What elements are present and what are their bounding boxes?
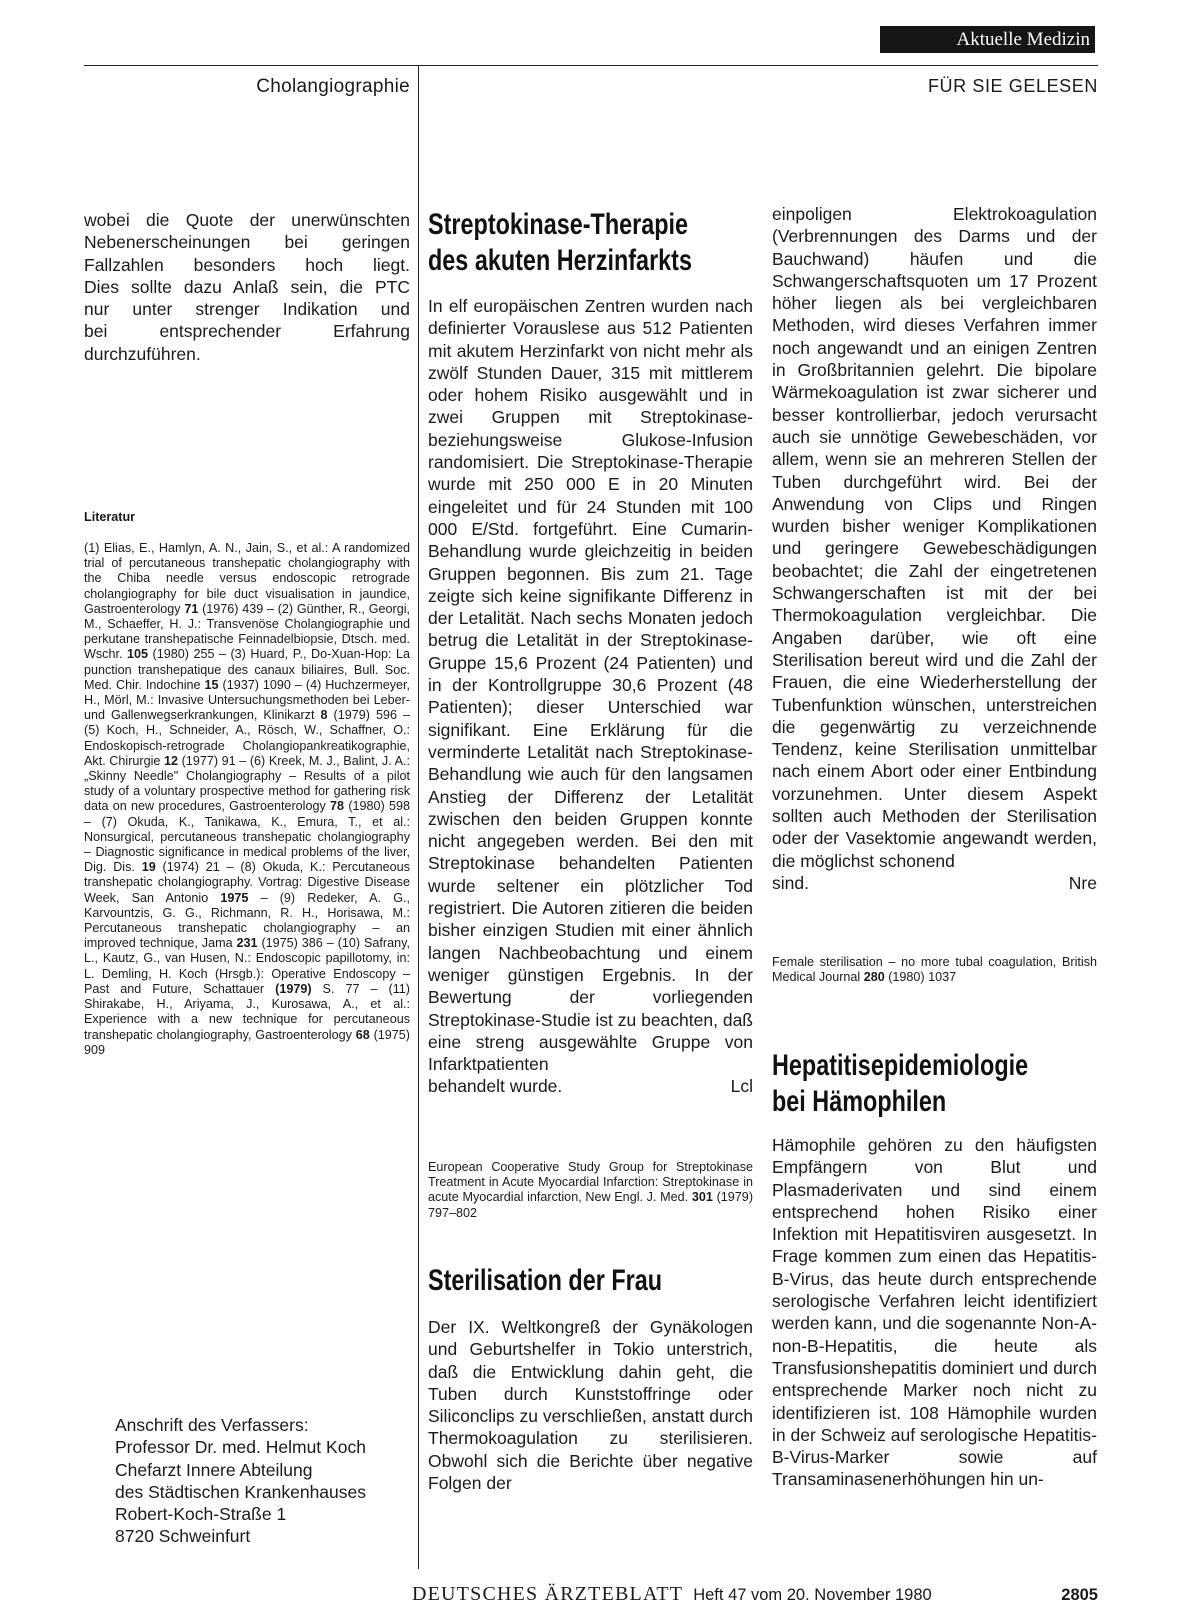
ref-volume: 19 (141, 860, 156, 875)
left-running-head: Cholangiographie (256, 76, 410, 97)
ref-text: (1980) 598 – (7) Okuda, K., Tanikawa, K., Emura, T., et al.: Nonsurgical, percutaneous transhepatic cholangiography – Diagnostic significance in medical problems of the liver, Dig. Dis. (84, 799, 410, 875)
ref-text: (1) Elias, E., Hamlyn, A. N., Jain, S., et al.: A randomized trial of percutaneous transhepatic cholangiography with the Chiba needle versus endoscopic retrograde cholangiography for bile duct visualisation in jaundice, Gastroenterology (84, 541, 410, 616)
ref-volume: 15 (204, 677, 219, 692)
ref-volume: 1975 (220, 890, 249, 905)
ref-volume: 71 (184, 601, 199, 616)
article-last-text: sind. (772, 872, 809, 893)
article-title-line: Streptokinase-Therapie (428, 208, 689, 241)
ref-text: (1976) 439 – (2) Günther, R., Georgi, M., Schaeffer, H. J.: Transvenöse Cholangiographie und perkutane transhepatische Feinnadelbiopsie, Dtsch. med. Wschr. (84, 601, 410, 662)
article1-body (428, 295, 753, 1098)
ref-text: – (9) Redeker, A. G., Karvountzis, G. G., Richmann, R. H., Horisawa, M.: Percutaneous transhepatic cholangiography – an improved technique, Jama (84, 890, 411, 951)
ref-volume: 301 (691, 1190, 713, 1205)
ref-text: (1980) 255 – (3) Huard, P., Do-Xuan-Hop: La punction transhepatique des canaux biliaires, Bull. Soc. Med. Chir. Indochine (84, 647, 410, 692)
page-number: 2805 (1061, 1586, 1098, 1604)
journal-name: DEUTSCHES ÄRZTEBLATT (412, 1583, 684, 1605)
ref-volume: 8 (320, 708, 328, 723)
text-line: Dies sollte dazu Anlaß sein, die PTC (84, 276, 410, 297)
author-address (115, 1414, 415, 1548)
address-line: 8720 Schweinfurt (115, 1526, 251, 1547)
article-paragraph: einpoligen Elektrokoagulation (Verbrennungen des Darms und der Bauchwand) häufen und die Schwangerschaftsquoten um 17 Prozent höher liegen als bei vergleichbaren Methoden, wird dieses Verfahren immer noch angewandt und an einigen Zentren in Großbritannien gelehrt. Die bipolare Wärmekoagulation ist zwar sicherer und besser kontrollierbar, jedoch verursacht auch sie unnötige Gewebeschäden, vor allem, wenn sie an mehreren Stellen der Tuben durchgeführt wird. Bei der Anwendung von Clips und Ringen wurden bisher weniger Komplikationen und geringere Gewebeschädigungen beobachtet; die Zahl der eingetretenen Schwangerschaften ist mit der bei Thermokoagulation vergleichbar. Die Angaben darüber, wie oft eine Sterilisation bereut wird und die Zahl der Frauen, die eine Wiederherstellung der Tubenfunktion wünschen, unterstreichen die gegenwärtig zu verzeichnende Tendenz, keine Sterilisation unmittelbar nach einem Abort oder einer Entbindung vorzunehmen. Unter diesem Aspekt sollten auch Methoden der Sterilisation oder der Vasektomie angewandt werden, die möglichst schonend (772, 204, 1097, 871)
article3-body (772, 1134, 1097, 1491)
ref-volume: 105 (127, 647, 149, 662)
address-line: des Städtischen Krankenhauses (115, 1481, 366, 1502)
article-end-line (428, 1075, 753, 1097)
ref-text: (1979) 596 – (5) Koch, H., Schneider, A., Rösch, W., Schaffner, O.: Endoskopisch-retrograde Cholangiopankreatikographie, Akt. Chirurgie (84, 708, 410, 768)
ref-volume: 280 (863, 970, 885, 985)
text-line: durchzuführen. (84, 343, 201, 364)
ref-text: (1977) 91 – (6) Kreek, M. J., Balint, J. A.: „Skinny Needle" Cholangiography – Results of a pilot study of a voluntary prospective method for gathering risk data on new procedures, Gastroenterology (84, 753, 410, 814)
article2-body-continued (772, 203, 1097, 894)
ref-volume: 12 (164, 753, 179, 768)
ref-volume: 68 (355, 1027, 370, 1042)
section-tag: Aktuelle Medizin (880, 26, 1095, 53)
ref-text: (1975) 386 – (10) Safrany, L., Kautz, G., van Husen, N.: Endoscopic papillotomy, in: L. Demling, H. Koch (Hrsgb.): Operative Endoscopy – Past and Future, Schattauer (84, 936, 410, 996)
article-title-line: des akuten Herzinfarkts (428, 244, 692, 277)
literature-title: Literatur (84, 510, 136, 524)
article-title-line: Hepatitisepidemiologie (772, 1049, 1029, 1082)
article1-title (428, 207, 753, 279)
ref-text: Female sterilisation – no more tubal coagulation, British Medical Journal (772, 955, 1097, 985)
article-end-line (772, 872, 1097, 894)
text-line: nur unter strenger Indikation und (84, 299, 410, 320)
ref-text: S. 77 – (11) Shirakabe, H., Ariyama, J., Kurosawa, A., et al.: Experience with a new technique for percutaneous transhepatic cholangiography, Gastroenterology (84, 981, 411, 1042)
ref-volume: 231 (236, 936, 258, 951)
ref-text: (1980) 1037 (884, 970, 957, 985)
author-signature: Lcl (730, 1076, 753, 1097)
header-rule (84, 65, 1098, 66)
article-paragraph: In elf europäischen Zentren wurden nach definierter Vorauslese aus 512 Patienten mit akutem Herzinfarkt von nicht mehr als zwölf Stunden Dauer, 315 mit mittlerem oder hohem Risiko ausgewählt und in zwei Gruppen mit Streptokinase- beziehungsweise Glukose-Infusion randomisiert. Die Streptokinase-Therapie wurde mit 250 000 E in 20 Minuten eingeleitet und für 24 Stunden mit 100 000 E/Std. fortgeführt. Eine Cumarin-Behandlung wurde gleichzeitig in beiden Gruppen begonnen. Bis zum 21. Tage zeigte sich keine signifikante Differenz in der Letalität. Nach sechs Monaten jedoch betrug die Letalität in der Streptokinase-Gruppe 15,6 Prozent (24 Patienten) und in der Kontrollgruppe 30,6 Prozent (48 Patienten); dieser Unterschied war signifikant. Eine Erklärung für die verminderte Letalität nach Streptokinase-Behandlung wie auch für den langsamen Anstieg der Differenz der Letalität zwischen den beiden Gruppen konnte nicht angegeben werden. Bei den mit Streptokinase behandelten Patienten wurde seltener ein plötzlicher Tod registriert. Die Autoren zitieren die beiden bisher einzigen Studien mit einer ähnlich langen Nachbeobachtung und einem weniger günstigen Ergebnis. In der Bewertung der vorliegenden Streptokinase-Studie ist zu beachten, daß eine streng ausgewählte Gruppe von Infarktpatienten (428, 296, 753, 1075)
literature-list (84, 541, 410, 1058)
page-footer (412, 1583, 1098, 1606)
ref-text: (1979) 797–802 (428, 1190, 754, 1220)
ref-volume: (1979) (275, 981, 312, 996)
article-last-text: behandelt wurde. (428, 1076, 563, 1097)
article-title-line: Sterilisation der Frau (428, 1264, 663, 1297)
article3-title (772, 1048, 1097, 1120)
address-line: Professor Dr. med. Helmut Koch (115, 1437, 366, 1458)
right-running-head: FÜR SIE GELESEN (927, 76, 1098, 96)
issue-info: Heft 47 vom 20. November 1980 (693, 1586, 932, 1604)
author-signature: Nre (1068, 872, 1097, 893)
address-line: Chefarzt Innere Abteilung (115, 1459, 313, 1480)
article2-body (428, 1316, 753, 1494)
ref-text: (1974) 21 – (8) Okuda, K.: Percutaneous transhepatic cholangiography. Vortrag: Digestive Disease Week, San Antonio (84, 860, 410, 905)
ref-text: (1937) 1090 – (4) Huchzermeyer, H., Mörl, M.: Invasive Untersuchungsmethoden bei Leber- und Gallenwegserkrankungen, Klinikarzt (84, 677, 410, 723)
text-line: Fallzahlen besonders hoch liegt. (84, 254, 410, 275)
article2-title (428, 1263, 753, 1299)
article-paragraph: Hämophile gehören zu den häufigsten Empfängern von Blut und Plasmaderivaten und sind einem entsprechend hohen Risiko einer Infektion mit Hepatitisviren ausgesetzt. In Frage kommen zum einen das Hepatitis-B-Virus, das heute durch entsprechende serologische Verfahren leicht identifiziert werden kann, und die sogenannte Non-A-non-B-Hepatitis, die heute als Transfusionshepatitis dominiert und durch entsprechende Marker noch nicht zu identifizieren ist. 108 Hämophile wurden in der Schweiz auf serologische Hepatitis-B-Virus-Marker sowie auf Transaminasenerhöhungen hin un- (772, 1135, 1097, 1490)
article-paragraph: Der IX. Weltkongreß der Gynäkologen und Geburtshelfer in Tokio unterstrich, daß die Entwicklung dahin geht, die Tuben durch Kunststoffringe oder Siliconclips zu verschließen, anstatt durch Thermokoagulation zu sterilisieren. Obwohl sich die Berichte über negative Folgen der (428, 1317, 753, 1494)
article-title-line: bei Hämophilen (772, 1085, 947, 1118)
col1-continuation-text (84, 209, 410, 365)
ref-text: (1975) 909 (84, 1027, 410, 1057)
text-line: wobei die Quote der unerwünschten (84, 210, 410, 230)
address-line: Robert-Koch-Straße 1 (115, 1504, 287, 1525)
ref-text: European Cooperative Study Group for Streptokinase Treatment in Acute Myocardial Infarction: Streptokinase in acute Myocardial infarction, New Engl. J. Med. (428, 1160, 753, 1205)
article1-reference (428, 1160, 753, 1221)
text-line: bei entsprechender Erfahrung (84, 321, 410, 342)
address-line: Anschrift des Verfassers: (115, 1415, 309, 1435)
column-divider (418, 65, 419, 1569)
article2-reference (772, 955, 1097, 985)
ref-volume: 78 (330, 799, 345, 814)
text-line: Nebenerscheinungen bei geringen (84, 232, 410, 253)
